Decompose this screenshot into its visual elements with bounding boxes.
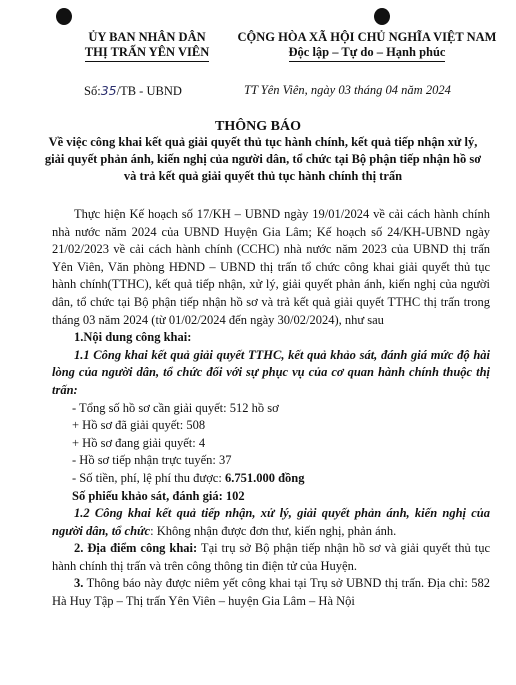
section-1-2-paragraph xyxy=(52,505,490,540)
fee-line xyxy=(52,470,490,488)
document-number xyxy=(84,83,182,99)
list-item: - Tổng số hồ sơ cần giải quyết: 512 hồ sơ xyxy=(72,400,279,415)
section-1-heading: 1.Nội dung công khai: xyxy=(74,330,192,345)
nation-line-2: Độc lập – Tự do – Hạnh phúc xyxy=(289,45,446,62)
ink-blot-left xyxy=(56,8,72,25)
issuing-authority xyxy=(52,30,242,62)
section-1-1-heading: 1.1 Công khai kết quả giải quyết TTHC, kết quả khảo sát, đánh giá mức độ hài lòng của người dân, tổ chức đối với sự phục vụ của cơ quan hành chính thuộc thị trấn: xyxy=(52,347,490,397)
section-3-text: Thông báo này được niêm yết công khai tại Trụ sở UBND thị trấn. Địa chỉ: 582 Hà Huy Tập – Thị trấn Yên Viên – huyện Gia Lâm – Hà Nội xyxy=(52,576,490,609)
section-2-heading: 2. Địa điểm công khai: xyxy=(74,541,198,556)
doc-no-suffix: /TB - UBND xyxy=(116,84,182,98)
section-2-paragraph xyxy=(52,540,490,575)
org-line-2-wrap xyxy=(52,45,242,62)
org-line-1: ỦY BAN NHÂN DÂN xyxy=(88,30,206,44)
doc-no-prefix: Số: xyxy=(84,84,101,98)
section-3-paragraph xyxy=(52,575,490,610)
ink-blot-right xyxy=(374,8,390,25)
national-motto xyxy=(226,30,508,62)
intro-paragraph: Thực hiện Kế hoạch số 17/KH – UBND ngày 19/01/2024 về cải cách hành chính nhà nước năm 2024 của UBND Huyện Gia Lâm; Kế hoạch số 24/KH-UBND ngày 21/02/2023 về cải cách hành chính (CCHC) nhà nước năm 2023 của UBND thị trấn Yên Viên, Văn phòng HĐND – UBND thị trấn tổ chức công khai giải quyết thủ tục hành chính(TTHC), kết quả tiếp nhận, xử lý, giải quyết phản ánh, kiến nghị của người dân, tổ chức tại Bộ phận tiếp nhận hồ sơ và trả kết quả giải quyết TTHC thị trấn trong tháng 03 năm 2024 (từ 01/02/2024 đến ngày 30/02/2024), như sau xyxy=(52,207,490,327)
fee-value: 6.751.000 đồng xyxy=(224,470,305,485)
nation-line-1: CỘNG HÒA XÃ HỘI CHỦ NGHĨA VIỆT NAM xyxy=(237,30,497,44)
section-1-2-text: : Không nhận được đơn thư, kiến nghị, phản ánh. xyxy=(150,523,397,538)
section-1-2-heading: 1.2 Công khai kết quả tiếp nhận, xử lý, giải quyết phản ánh, kiến nghị của người dân, tổ chức xyxy=(52,506,490,538)
org-line-2: THỊ TRẤN YÊN VIÊN xyxy=(85,45,209,62)
list-item: - Hồ sơ tiếp nhận trực tuyến: 37 xyxy=(72,453,232,468)
place-date: TT Yên Viên, ngày 03 tháng 04 năm 2024 xyxy=(244,83,451,97)
document-title: THÔNG BÁO xyxy=(215,119,301,134)
nation-line-2-wrap xyxy=(226,45,508,62)
survey-line: Số phiếu khảo sát, đánh giá: 102 xyxy=(72,488,245,503)
document-subject: Về việc công khai kết quả giải quyết thủ tục hành chính, kết quả tiếp nhận xử lý, giải quyết phản ánh, kiến nghị của người dân, tổ chức tại Bộ phận tiếp nhận hồ sơ và trả kết quả giải quyết thủ tục hành chính thị trấn xyxy=(44,135,482,183)
section-3-number: 3. xyxy=(74,576,84,591)
doc-no-handwritten: 35 xyxy=(100,83,117,98)
fee-label: - Số tiền, phí, lệ phí thu được: xyxy=(72,470,225,485)
document-body xyxy=(52,206,490,611)
list-item: + Hồ sơ đang giải quyết: 4 xyxy=(72,435,206,450)
list-item: + Hồ sơ đã giải quyết: 508 xyxy=(72,418,206,433)
section-2-text: Tại trụ sở Bộ phận tiếp nhận hồ sơ và giải quyết thủ tục hành chính thị trấn và trên công thông tin điện tử của Huyện. xyxy=(52,541,490,573)
